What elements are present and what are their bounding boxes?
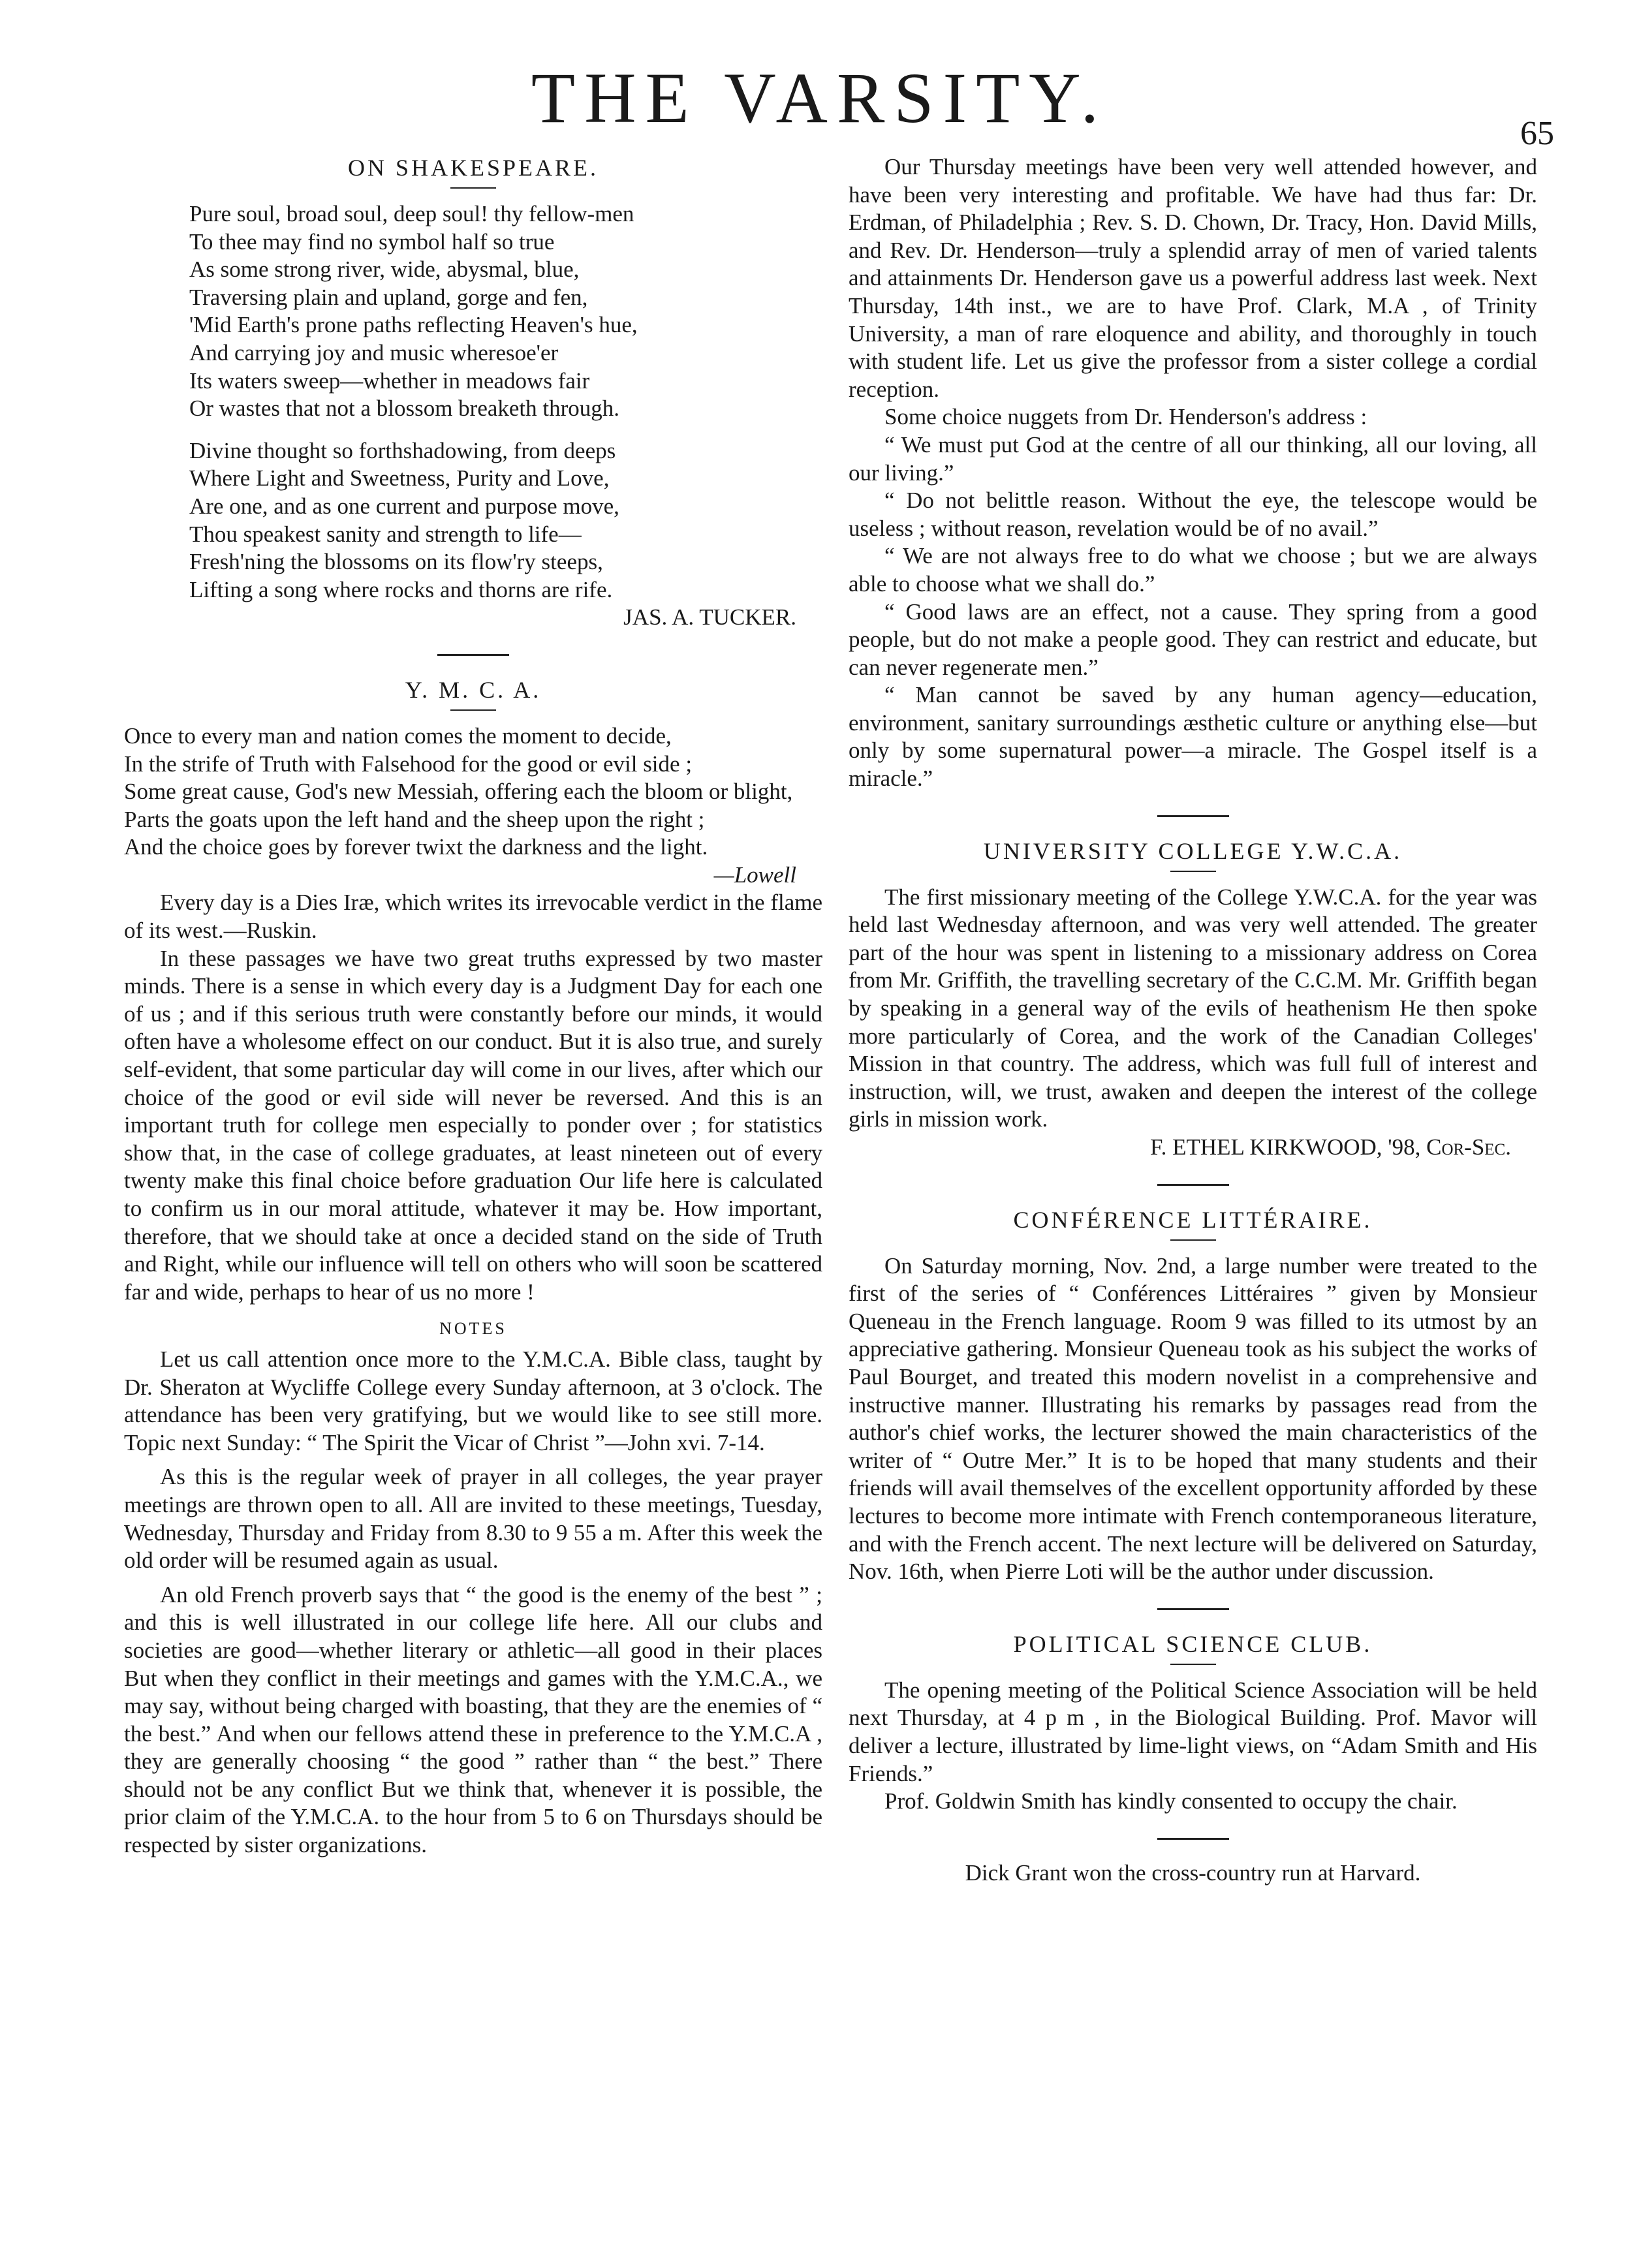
- poem-line: 'Mid Earth's prone paths reflecting Heaven's hue,: [189, 312, 638, 338]
- heading-divider: [1170, 1239, 1216, 1241]
- nugget-quote: “ Man cannot be saved by any human agency—education, environment, sanitary surroundings æsthetic culture or anything else—but only by some supernatural power—a miracle. The Gospel itself is a miracle.”: [849, 682, 1537, 792]
- section-rule: [1157, 1838, 1229, 1840]
- left-column: [124, 153, 822, 1859]
- poem-line: To thee may find no symbol half so true: [189, 228, 555, 255]
- verse-line: And the choice goes by forever twixt the darkness and the light.: [124, 834, 708, 860]
- section-rule: [1157, 815, 1229, 817]
- thursday-meetings-paragraph: Our Thursday meetings have been very well attended however, and have been very interesting and profitable. We have had thus far: Dr. Erdman, of Philadelphia ; Rev. S. D. Chown, Dr. Tracy, Hon. David Mills, and Rev. Dr. Henderson—truly a splendid array of men of varied talents and attainments Dr. Henderson gave us a powerful address last week. Next Thursday, 14th inst., we are to have Prof. Clark, M.A , of Trinity University, a man of rare eloquence and ability, and thoroughly in touch with student life. Let us give the professor from a sister college a cordial reception.: [849, 154, 1537, 402]
- ymca-heading: Y. M. C. A.: [405, 676, 542, 703]
- lowell-verse: [124, 722, 822, 890]
- conference-body: On Saturday morning, Nov. 2nd, a large number were treated to the first of the series of “ Conférences Littéraires ” given by Monsieur Queneau in the French language. Room 9 was filled to its utmost by an appreciative gathering. Monsieur Queneau took as his subject the works of Paul Bourget, and treated this modern novelist in a comprehensive and instructive manner. Illustrating his remarks by passages read from the author's chief works, the lecturer showed the main characteristics of the writer of “ Outre Mer.” It is to be hoped that many students and their friends will avail themselves of the excellent opportunity afforded by these lectures to become more intimate with French contemporaneous literature, and with the French accent. The next lecture will be delivered on Saturday, Nov. 16th, when Pierre Loti will be the author under discussion.: [849, 1252, 1537, 1585]
- poem-line: Pure soul, broad soul, deep soul! thy fellow-men: [189, 201, 634, 226]
- masthead-title: THE VARSITY.: [531, 58, 1108, 138]
- poem-line: Thou speakest sanity and strength to life—: [189, 521, 582, 547]
- conference-heading: CONFÉRENCE LITTÉRAIRE.: [1013, 1206, 1373, 1233]
- heading-divider: [450, 709, 496, 711]
- notes-paragraph: Let us call attention once more to the Y.M.C.A. Bible class, taught by Dr. Sheraton at Wycliffe College every Sunday afternoon, at 3 o'clock. The attendance has been very gratifying, but we would like to see still more. Topic next Sunday: “ The Spirit the Vicar of Christ ”—John xvi. 7-14.: [124, 1346, 822, 1455]
- heading-divider: [1170, 1664, 1216, 1665]
- poem-line: And carrying joy and music wheresoe'er: [189, 339, 559, 365]
- poem-line: Its waters sweep—whether in meadows fair: [189, 367, 590, 394]
- nugget-quote: “ We must put God at the centre of all our thinking, all our loving, all our living.”: [849, 431, 1537, 486]
- poem-line: Divine thought so forthshadowing, from deeps: [189, 437, 616, 463]
- section-rule: [1157, 1608, 1229, 1610]
- nugget-quote: “ We are not always free to do what we choose ; but we are always able to choose what we shall do.”: [849, 543, 1537, 597]
- notes-paragraph: As this is the regular week of prayer in all colleges, the year prayer meetings are thrown open to all. All are invited to these meetings, Tuesday, Wednesday, Thursday and Friday from 8.30 to 9 55 a m. After this week the old order will be resumed again as usual.: [124, 1464, 822, 1574]
- verse-line: In the strife of Truth with Falsehood for the good or evil side ;: [124, 751, 693, 777]
- ymca-body: In these passages we have two great truths expressed by two master minds. There is a sense in which every day is a Judgment Day for each one of us ; and if this serious truth were constantly before our minds, it would often have a wholesome effect on our conduct. But it is also true, and surely self-evident, that some particular day will come in our lives, after which our choice of the good or evil side will never be reversed. And this is an important truth for college men especially to ponder over ; for statistics show that, in the case of college graduates, at least nineteen out of every twenty make this final choice before graduation Our life here is calculated to confirm us in our moral attitude, whatever it may be. How important, therefore, that we should take at once a decided stand on the side of Truth and Right, while our influence will tell on others who will soon be scattered far and wide, perhaps to hear of us no more !: [124, 945, 822, 1305]
- verse-attribution: —Lowell: [713, 862, 796, 888]
- ywca-heading: UNIVERSITY COLLEGE Y.W.C.A.: [983, 837, 1403, 864]
- polsci-heading: POLITICAL SCIENCE CLUB.: [1013, 1630, 1373, 1657]
- heading-divider: [1170, 871, 1216, 872]
- poem-line: Lifting a song where rocks and thorns are rife.: [189, 576, 613, 602]
- poem-line: Where Light and Sweetness, Purity and Love,: [189, 465, 610, 491]
- poem-line: As some strong river, wide, abysmal, blue,: [189, 256, 580, 283]
- nugget-quote: “ Good laws are an effect, not a cause. They spring from a good people, but do not make a people good. They can restrict and educate, but can never regenerate men.”: [849, 598, 1537, 680]
- poem-line: Traversing plain and upland, gorge and fen,: [189, 284, 588, 310]
- notes-paragraph: An old French proverb says that “ the good is the enemy of the best ” ; and this is well illustrated in our college life here. All our clubs and societies are good—whether literary or athletic—all good in their places But when they conflict in their meetings and games with the Y.M.C.A., we may say, without being charged with boasting, that they are the enemies of “ the best.” And when our fellows attend these in preference to the Y.M.C.A , they are generally choosing “ the good ” rather than “ the best.” There should not be any conflict But we think that, whenever it is possible, the prior claim of the Y.M.C.A. to the hour from 5 to 6 on Thursdays should be respected by sister organizations.: [124, 1581, 822, 1858]
- ywca-signature: F. ETHEL KIRKWOOD, '98, Cor-Sec.: [1149, 1134, 1511, 1160]
- poem-line: Are one, and as one current and purpose move,: [189, 493, 619, 519]
- right-column: [849, 153, 1537, 1887]
- ruskin-quote: Every day is a Dies Iræ, which writes its irrevocable verdict in the flame of its west.—Ruskin.: [124, 890, 822, 944]
- verse-line: Parts the goats upon the left hand and the sheep upon the right ;: [124, 806, 705, 832]
- ywca-body: The first missionary meeting of the College Y.W.C.A. for the year was held last Wednesday afternoon, and was very well attended. The greater part of the hour was spent in listening to a missionary address on Corea from Mr. Griffith, the travelling secretary of the C.C.M. Mr. Griffith began by speaking in a general way of the evils of heathenism He then spoke more particularly of Corea, and the work of the Canadian Colleges' Mission in that country. The address, which was full full of interest and instruction, will, we trust, awaken and deepen the interest of the college girls in mission work.: [849, 884, 1537, 1132]
- section-rule: [437, 654, 509, 656]
- nugget-quote: “ Do not belittle reason. Without the eye, the telescope would be useless ; without reason, revelation would be of no avail.”: [849, 488, 1537, 541]
- poem-line: Or wastes that not a blossom breaketh through.: [189, 396, 620, 422]
- shakespeare-heading: ON SHAKESPEARE.: [347, 155, 599, 181]
- closing-note: Dick Grant won the cross-country run at Harvard.: [965, 1859, 1421, 1886]
- page-number: 65: [1520, 115, 1554, 152]
- poem-signature: JAS. A. TUCKER.: [623, 604, 796, 630]
- notes-label: NOTES: [439, 1319, 507, 1339]
- poem-stanza-2: [124, 437, 822, 604]
- polsci-paragraph: The opening meeting of the Political Science Association will be held next Thursday, at 4 p m , in the Biological Building. Prof. Mavor will deliver a lecture, illustrated by lime-light views, on “Adam Smith and His Friends.”: [849, 1677, 1537, 1786]
- heading-divider: [450, 187, 496, 189]
- nuggets-intro: Some choice nuggets from Dr. Henderson's address :: [884, 404, 1367, 430]
- poem-line: Fresh'ning the blossoms on its flow'ry steeps,: [189, 549, 603, 575]
- verse-line: Once to every man and nation comes the moment to decide,: [124, 722, 672, 749]
- section-rule: [1157, 1184, 1229, 1186]
- poem-stanza-1: [124, 200, 822, 423]
- polsci-paragraph: Prof. Goldwin Smith has kindly consented to occupy the chair.: [884, 1788, 1458, 1814]
- verse-line: Some great cause, God's new Messiah, offering each the bloom or blight,: [124, 779, 793, 805]
